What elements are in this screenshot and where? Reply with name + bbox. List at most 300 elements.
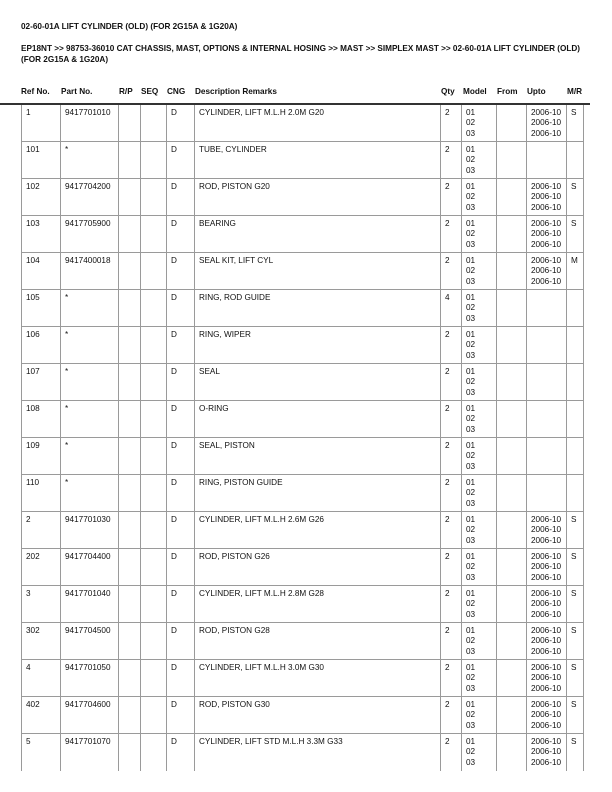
cell-upto-line: 2006-10: [531, 626, 562, 635]
cell-upto-line: 2006-10: [531, 673, 562, 683]
cell-model-line: 01: [466, 330, 476, 339]
cell-model-line: 02: [466, 118, 476, 128]
cell-qty: 2: [441, 475, 462, 512]
cell-model-line: 02: [466, 192, 476, 202]
cell-mr: [567, 401, 584, 438]
cell-description: ROD, PISTON G30: [195, 697, 441, 734]
cell-qty: 2: [441, 327, 462, 364]
cell-upto-line: 2006-10: [531, 552, 562, 561]
cell-description: CYLINDER, LIFT M.L.H 2.8M G28: [195, 586, 441, 623]
cell-qty: 2: [441, 105, 462, 142]
cell-upto-line: 2006-10: [531, 535, 562, 545]
cell-model-line: 01: [466, 293, 476, 302]
cell-mr: [567, 475, 584, 512]
table-row: [22, 327, 584, 364]
cell-model: [462, 475, 497, 512]
cell-from: [497, 105, 527, 142]
cell-rp: [119, 438, 141, 475]
cell-mr: S: [567, 586, 584, 623]
cell-mr: S: [567, 216, 584, 253]
cell-ref: 3: [22, 586, 61, 623]
cell-cng: D: [167, 438, 195, 475]
cell-seq: [141, 734, 167, 772]
cell-upto-line: [531, 145, 562, 155]
cell-cng: D: [167, 327, 195, 364]
cell-rp: [119, 586, 141, 623]
cell-model-line: 02: [466, 599, 476, 609]
cell-seq: [141, 475, 167, 512]
cell-model-line: 02: [466, 377, 476, 387]
cell-mr: S: [567, 734, 584, 772]
cell-ref: 106: [22, 327, 61, 364]
cell-part-no: 9417704600: [61, 697, 119, 734]
cell-model: [462, 697, 497, 734]
cell-upto-line: [531, 499, 562, 509]
cell-cng: D: [167, 216, 195, 253]
cell-rp: [119, 105, 141, 142]
col-header-ref: Ref No.: [21, 87, 50, 96]
cell-model-line: 01: [466, 700, 476, 709]
cell-upto-line: 2006-10: [531, 683, 562, 693]
cell-upto-line: [531, 340, 562, 350]
cell-description: RING, PISTON GUIDE: [195, 475, 441, 512]
cell-model-line: 03: [466, 757, 476, 767]
cell-model-line: 01: [466, 515, 476, 524]
cell-upto-line: 2006-10: [531, 646, 562, 656]
cell-upto: [527, 327, 567, 364]
cell-model-line: 02: [466, 414, 476, 424]
cell-model-line: 03: [466, 683, 476, 693]
cell-upto-line: 2006-10: [531, 599, 562, 609]
cell-mr: S: [567, 660, 584, 697]
cell-ref: 1: [22, 105, 61, 142]
cell-seq: [141, 253, 167, 290]
cell-rp: [119, 660, 141, 697]
parts-table: [21, 105, 584, 771]
cell-part-no: 9417704400: [61, 549, 119, 586]
cell-cng: D: [167, 401, 195, 438]
cell-upto: [527, 216, 567, 253]
cell-rp: [119, 253, 141, 290]
cell-part-no: 9417701070: [61, 734, 119, 772]
cell-rp: [119, 327, 141, 364]
cell-upto-line: [531, 303, 562, 313]
table-row: [22, 216, 584, 253]
cell-qty: 2: [441, 549, 462, 586]
cell-qty: 2: [441, 660, 462, 697]
cell-upto-line: 2006-10: [531, 663, 562, 672]
cell-cng: D: [167, 475, 195, 512]
cell-model: [462, 512, 497, 549]
cell-mr: [567, 364, 584, 401]
cell-model-line: 02: [466, 488, 476, 498]
cell-from: [497, 253, 527, 290]
cell-upto-line: [531, 314, 562, 324]
table-row: [22, 586, 584, 623]
cell-seq: [141, 586, 167, 623]
cell-model-line: 01: [466, 626, 476, 635]
cell-rp: [119, 290, 141, 327]
cell-model: [462, 660, 497, 697]
cell-cng: D: [167, 179, 195, 216]
cell-model-line: 03: [466, 202, 476, 212]
cell-upto-line: [531, 451, 562, 461]
cell-upto-line: 2006-10: [531, 737, 562, 746]
cell-model-line: 01: [466, 182, 476, 191]
cell-part-no: *: [61, 327, 119, 364]
cell-mr: [567, 142, 584, 179]
cell-part-no: *: [61, 475, 119, 512]
cell-part-no: 9417701030: [61, 512, 119, 549]
cell-rp: [119, 697, 141, 734]
cell-upto-line: 2006-10: [531, 192, 562, 202]
cell-upto-line: [531, 330, 562, 340]
cell-from: [497, 697, 527, 734]
cell-model-line: 02: [466, 710, 476, 720]
cell-description: ROD, PISTON G28: [195, 623, 441, 660]
cell-upto-line: 2006-10: [531, 276, 562, 286]
cell-mr: S: [567, 179, 584, 216]
cell-upto: [527, 734, 567, 772]
cell-model-line: 01: [466, 256, 476, 265]
cell-upto-line: 2006-10: [531, 700, 562, 709]
cell-description: CYLINDER, LIFT M.L.H 3.0M G30: [195, 660, 441, 697]
table-row: [22, 401, 584, 438]
cell-model-line: 03: [466, 239, 476, 249]
cell-model-line: 03: [466, 424, 476, 434]
cell-upto: [527, 290, 567, 327]
cell-upto: [527, 438, 567, 475]
cell-seq: [141, 105, 167, 142]
table-row: [22, 105, 584, 142]
cell-model: [462, 105, 497, 142]
cell-cng: D: [167, 623, 195, 660]
cell-model: [462, 216, 497, 253]
cell-cng: D: [167, 512, 195, 549]
cell-model-line: 03: [466, 609, 476, 619]
cell-model-line: 01: [466, 145, 476, 154]
cell-description: ROD, PISTON G26: [195, 549, 441, 586]
cell-part-no: 9417701040: [61, 586, 119, 623]
cell-part-no: 9417704200: [61, 179, 119, 216]
cell-upto-line: 2006-10: [531, 757, 562, 767]
table-row: [22, 697, 584, 734]
cell-part-no: 9417704500: [61, 623, 119, 660]
cell-from: [497, 179, 527, 216]
cell-description: RING, WIPER: [195, 327, 441, 364]
cell-upto: [527, 549, 567, 586]
cell-seq: [141, 216, 167, 253]
table-row: [22, 142, 584, 179]
cell-description: ROD, PISTON G20: [195, 179, 441, 216]
cell-model-line: 03: [466, 276, 476, 286]
cell-model: [462, 438, 497, 475]
cell-upto-line: [531, 441, 562, 451]
col-header-mr: M/R: [567, 87, 583, 96]
cell-upto: [527, 105, 567, 142]
cell-model-line: 02: [466, 747, 476, 757]
table-row: [22, 438, 584, 475]
cell-rp: [119, 401, 141, 438]
cell-model-line: 02: [466, 340, 476, 350]
cell-seq: [141, 142, 167, 179]
cell-part-no: 9417701010: [61, 105, 119, 142]
cell-ref: 302: [22, 623, 61, 660]
cell-model-line: 01: [466, 552, 476, 561]
cell-upto-line: 2006-10: [531, 256, 562, 265]
cell-upto: [527, 475, 567, 512]
table-row: [22, 734, 584, 772]
cell-rp: [119, 142, 141, 179]
cell-rp: [119, 216, 141, 253]
page-title: 02-60-01A LIFT CYLINDER (OLD) (FOR 2G15A & 1G20A): [21, 22, 238, 31]
col-header-model: Model: [463, 87, 487, 96]
cell-cng: D: [167, 660, 195, 697]
cell-upto-line: [531, 414, 562, 424]
cell-model-line: 03: [466, 572, 476, 582]
cell-seq: [141, 290, 167, 327]
cell-upto-line: 2006-10: [531, 182, 562, 191]
cell-from: [497, 475, 527, 512]
cell-upto-line: [531, 462, 562, 472]
cell-from: [497, 364, 527, 401]
table-row: [22, 290, 584, 327]
cell-qty: 2: [441, 697, 462, 734]
cell-description: SEAL KIT, LIFT CYL: [195, 253, 441, 290]
cell-upto: [527, 142, 567, 179]
cell-cng: D: [167, 142, 195, 179]
col-header-upto: Upto: [527, 87, 546, 96]
cell-mr: S: [567, 105, 584, 142]
table-row: [22, 660, 584, 697]
cell-mr: S: [567, 512, 584, 549]
cell-upto-line: [531, 388, 562, 398]
cell-from: [497, 512, 527, 549]
cell-ref: 107: [22, 364, 61, 401]
cell-model: [462, 253, 497, 290]
cell-cng: D: [167, 105, 195, 142]
cell-model-line: 03: [466, 128, 476, 138]
cell-upto-line: 2006-10: [531, 562, 562, 572]
cell-model-line: 01: [466, 367, 476, 376]
cell-mr: [567, 327, 584, 364]
cell-qty: 2: [441, 401, 462, 438]
cell-part-no: *: [61, 401, 119, 438]
cell-description: CYLINDER, LIFT STD M.L.H 3.3M G33: [195, 734, 441, 772]
cell-part-no: 9417705900: [61, 216, 119, 253]
cell-ref: 105: [22, 290, 61, 327]
cell-qty: 2: [441, 364, 462, 401]
cell-ref: 108: [22, 401, 61, 438]
cell-upto-line: 2006-10: [531, 202, 562, 212]
col-header-desc: Description Remarks: [195, 87, 277, 96]
cell-seq: [141, 327, 167, 364]
cell-upto-line: 2006-10: [531, 609, 562, 619]
cell-seq: [141, 438, 167, 475]
cell-model: [462, 364, 497, 401]
cell-model: [462, 401, 497, 438]
cell-from: [497, 290, 527, 327]
cell-rp: [119, 549, 141, 586]
cell-description: SEAL: [195, 364, 441, 401]
cell-qty: 2: [441, 586, 462, 623]
cell-model: [462, 290, 497, 327]
cell-cng: D: [167, 697, 195, 734]
cell-upto-line: [531, 367, 562, 377]
cell-ref: 202: [22, 549, 61, 586]
cell-qty: 2: [441, 216, 462, 253]
cell-description: CYLINDER, LIFT M.L.H 2.0M G20: [195, 105, 441, 142]
table-row: [22, 512, 584, 549]
cell-upto-line: [531, 404, 562, 414]
cell-cng: D: [167, 253, 195, 290]
col-header-qty: Qty: [441, 87, 455, 96]
cell-upto: [527, 512, 567, 549]
cell-mr: [567, 438, 584, 475]
cell-upto: [527, 586, 567, 623]
cell-seq: [141, 401, 167, 438]
cell-upto-line: 2006-10: [531, 525, 562, 535]
cell-upto: [527, 364, 567, 401]
cell-from: [497, 438, 527, 475]
cell-from: [497, 734, 527, 772]
cell-model: [462, 142, 497, 179]
table-row: [22, 475, 584, 512]
table-row: [22, 253, 584, 290]
cell-model-line: 03: [466, 498, 476, 508]
cell-description: O-RING: [195, 401, 441, 438]
cell-description: TUBE, CYLINDER: [195, 142, 441, 179]
cell-mr: S: [567, 697, 584, 734]
cell-ref: 102: [22, 179, 61, 216]
cell-mr: [567, 290, 584, 327]
cell-upto-line: 2006-10: [531, 589, 562, 598]
cell-model-line: 01: [466, 404, 476, 413]
cell-upto-line: 2006-10: [531, 710, 562, 720]
cell-part-no: *: [61, 142, 119, 179]
cell-seq: [141, 660, 167, 697]
cell-model-line: 01: [466, 108, 476, 117]
cell-model-line: 01: [466, 737, 476, 746]
cell-qty: 4: [441, 290, 462, 327]
cell-seq: [141, 179, 167, 216]
cell-upto: [527, 253, 567, 290]
col-header-rp: R/P: [119, 87, 133, 96]
cell-description: SEAL, PISTON: [195, 438, 441, 475]
cell-model-line: 02: [466, 266, 476, 276]
cell-model-line: 01: [466, 441, 476, 450]
cell-rp: [119, 475, 141, 512]
cell-from: [497, 623, 527, 660]
cell-model-line: 03: [466, 535, 476, 545]
cell-description: BEARING: [195, 216, 441, 253]
cell-ref: 110: [22, 475, 61, 512]
cell-cng: D: [167, 586, 195, 623]
table-row: [22, 623, 584, 660]
cell-model-line: 02: [466, 562, 476, 572]
cell-from: [497, 216, 527, 253]
cell-part-no: 9417701050: [61, 660, 119, 697]
cell-upto-line: 2006-10: [531, 636, 562, 646]
cell-upto-line: 2006-10: [531, 747, 562, 757]
cell-model-line: 02: [466, 155, 476, 165]
cell-model: [462, 586, 497, 623]
cell-upto-line: 2006-10: [531, 515, 562, 524]
cell-upto-line: [531, 377, 562, 387]
cell-ref: 104: [22, 253, 61, 290]
cell-seq: [141, 512, 167, 549]
cell-ref: 402: [22, 697, 61, 734]
cell-rp: [119, 364, 141, 401]
cell-seq: [141, 623, 167, 660]
cell-upto-line: [531, 488, 562, 498]
table-row: [22, 549, 584, 586]
cell-model-line: 02: [466, 303, 476, 313]
cell-upto-line: 2006-10: [531, 266, 562, 276]
cell-rp: [119, 179, 141, 216]
cell-upto-line: [531, 155, 562, 165]
cell-upto: [527, 623, 567, 660]
cell-qty: 2: [441, 438, 462, 475]
cell-model: [462, 327, 497, 364]
cell-upto-line: 2006-10: [531, 239, 562, 249]
cell-ref: 4: [22, 660, 61, 697]
cell-model: [462, 734, 497, 772]
col-header-seq: SEQ: [141, 87, 159, 96]
cell-cng: D: [167, 549, 195, 586]
cell-model-line: 01: [466, 478, 476, 487]
col-header-cng: CNG: [167, 87, 186, 96]
table-row: [22, 364, 584, 401]
cell-model-line: 02: [466, 229, 476, 239]
cell-model: [462, 623, 497, 660]
cell-mr: M: [567, 253, 584, 290]
cell-upto-line: [531, 166, 562, 176]
cell-model-line: 03: [466, 350, 476, 360]
cell-qty: 2: [441, 623, 462, 660]
cell-qty: 2: [441, 179, 462, 216]
cell-part-no: *: [61, 438, 119, 475]
cell-ref: 109: [22, 438, 61, 475]
cell-upto-line: [531, 293, 562, 303]
cell-from: [497, 549, 527, 586]
cell-model: [462, 179, 497, 216]
cell-from: [497, 142, 527, 179]
cell-part-no: *: [61, 364, 119, 401]
cell-ref: 103: [22, 216, 61, 253]
cell-upto: [527, 697, 567, 734]
cell-model-line: 03: [466, 461, 476, 471]
cell-seq: [141, 697, 167, 734]
cell-qty: 2: [441, 734, 462, 772]
cell-mr: S: [567, 549, 584, 586]
cell-model-line: 03: [466, 646, 476, 656]
cell-upto-line: [531, 478, 562, 488]
cell-cng: D: [167, 364, 195, 401]
cell-ref: 5: [22, 734, 61, 772]
cell-ref: 101: [22, 142, 61, 179]
cell-from: [497, 586, 527, 623]
cell-rp: [119, 512, 141, 549]
cell-rp: [119, 623, 141, 660]
cell-upto-line: 2006-10: [531, 720, 562, 730]
col-header-part: Part No.: [61, 87, 93, 96]
cell-model-line: 03: [466, 720, 476, 730]
cell-qty: 2: [441, 253, 462, 290]
cell-from: [497, 327, 527, 364]
cell-upto-line: [531, 425, 562, 435]
cell-from: [497, 660, 527, 697]
